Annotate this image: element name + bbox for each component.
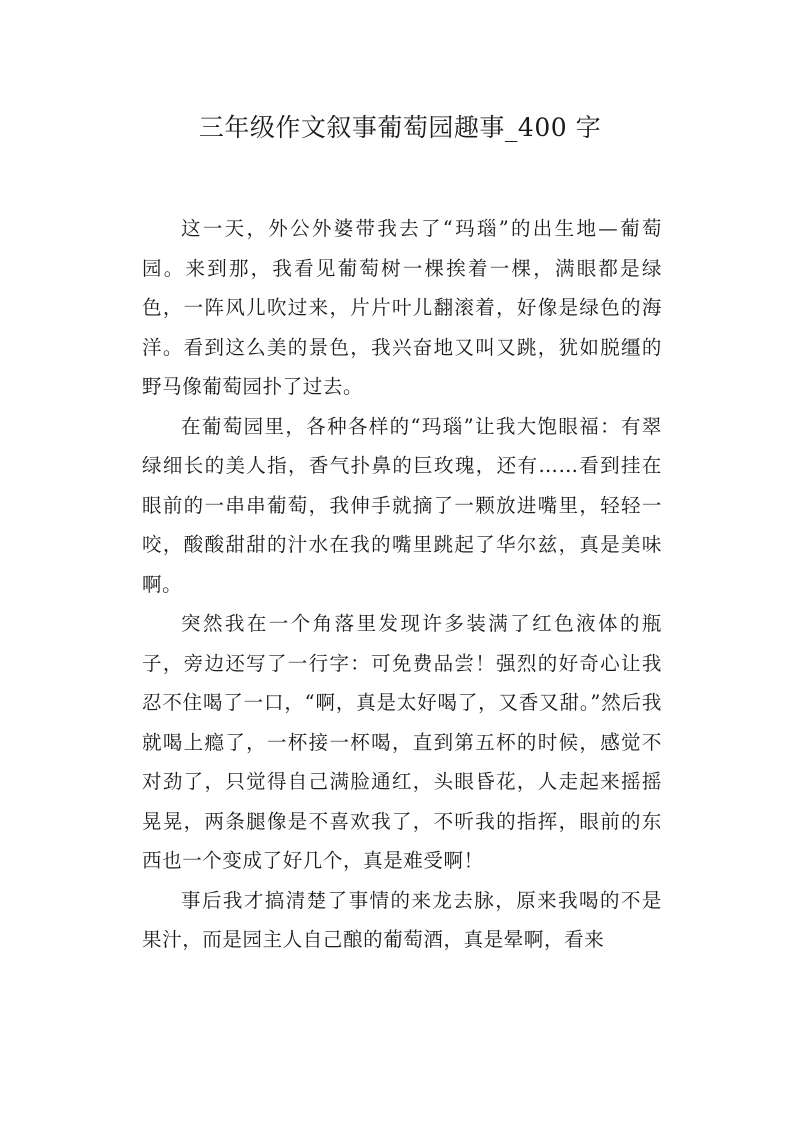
paragraph-1: 这一天，外公外婆带我去了“玛瑙”的出生地—葡萄园。来到那，我看见葡萄树一棵挨着一棵，满眼都是绿色，一阵风儿吹过来，片片叶儿翻滚着，好像是绿色的海洋。看到这么美的景色，我兴奋地又叫又跳，犹如脱缰的野马像葡萄园扑了过去。 [142,217,662,398]
document-body [142,209,662,960]
paragraph-4: 事后我才搞清楚了事情的来龙去脉，原来我喝的不是果汁，而是园主人自己酿的葡萄酒，真是晕啊，看来 [142,888,662,951]
paragraph-3: 突然我在一个角落里发现许多装满了红色液体的瓶子，旁边还写了一行字：可免费品尝！强烈的好奇心让我忍不住喝了一口，“啊，真是太好喝了，又香又甜。”然后我就喝上瘾了，一杯接一杯喝，直到第五杯的时候，感觉不对劲了，只觉得自己满脸通红，头眼昏花，人走起来摇摇晃晃，两条腿像是不喜欢我了，不听我的指挥，眼前的东西也一个变成了好几个，真是难受啊！ [142,612,662,872]
paragraph-2: 在葡萄园里，各种各样的“玛瑙”让我大饱眼福：有翠绿细长的美人指，香气扑鼻的巨玫瑰，还有……看到挂在眼前的一串串葡萄，我伸手就摘了一颗放进嘴里，轻轻一咬，酸酸甜甜的汁水在我的嘴里跳起了华尔兹，真是美味啊。 [142,414,662,596]
document-title: 三年级作文叙事葡萄园趣事_400 字 [198,113,602,142]
